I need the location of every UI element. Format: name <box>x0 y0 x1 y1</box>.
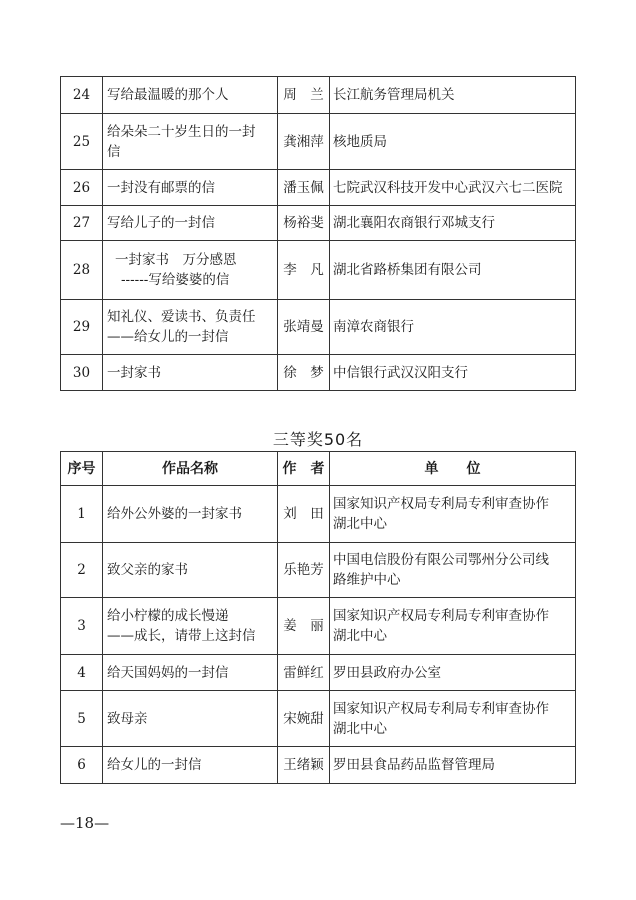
work-unit: 国家知识产权局专利局专利审查协作 湖北中心 <box>330 598 576 655</box>
author-name: 雷鲜红 <box>278 655 330 691</box>
table-row <box>61 77 576 114</box>
work-title: 致母亲 <box>103 691 278 747</box>
work-unit: 中信银行武汉汉阳支行 <box>330 355 576 391</box>
work-unit: 长江航务管理局机关 <box>330 77 576 114</box>
serial-number: 3 <box>61 598 103 655</box>
author-name: 张靖曼 <box>278 300 330 355</box>
serial-number: 29 <box>61 300 103 355</box>
header-unit: 单 位 <box>330 452 576 486</box>
work-title: 给朵朵二十岁生日的一封 信 <box>103 114 278 170</box>
author-name: 宋婉甜 <box>278 691 330 747</box>
work-title: 给天国妈妈的一封信 <box>103 655 278 691</box>
table-row <box>61 655 576 691</box>
work-title: 致父亲的家书 <box>103 543 278 598</box>
author-name: 潘玉佩 <box>278 170 330 206</box>
work-unit: 罗田县政府办公室 <box>330 655 576 691</box>
author-name: 姜 丽 <box>278 598 330 655</box>
table-row <box>61 543 576 598</box>
serial-number: 2 <box>61 543 103 598</box>
author-name: 周 兰 <box>278 77 330 114</box>
work-unit: 国家知识产权局专利局专利审查协作 湖北中心 <box>330 691 576 747</box>
work-unit: 湖北襄阳农商银行邓城支行 <box>330 206 576 241</box>
author-name: 刘 田 <box>278 486 330 543</box>
work-unit: 七院武汉科技开发中心武汉六七二医院 <box>330 170 576 206</box>
header-title: 作品名称 <box>103 452 278 486</box>
author-name: 乐艳芳 <box>278 543 330 598</box>
work-unit: 国家知识产权局专利局专利审查协作 湖北中心 <box>330 486 576 543</box>
serial-number: 25 <box>61 114 103 170</box>
third-prize-table <box>60 451 576 784</box>
serial-number: 24 <box>61 77 103 114</box>
work-title: 一封家书 <box>103 355 278 391</box>
header-author: 作 者 <box>278 452 330 486</box>
table-row <box>61 355 576 391</box>
author-name: 杨裕斐 <box>278 206 330 241</box>
serial-number: 30 <box>61 355 103 391</box>
serial-number: 5 <box>61 691 103 747</box>
work-title: 写给最温暖的那个人 <box>103 77 278 114</box>
table-row <box>61 300 576 355</box>
author-name: 龚湘萍 <box>278 114 330 170</box>
work-title: 给小柠檬的成长慢递 ——成长，请带上这封信 <box>103 598 278 655</box>
table-row <box>61 747 576 784</box>
work-title: 一封家书 万分感恩 ------写给婆婆的信 <box>103 241 278 300</box>
work-title: 写给儿子的一封信 <box>103 206 278 241</box>
table-row <box>61 486 576 543</box>
work-unit: 湖北省路桥集团有限公司 <box>330 241 576 300</box>
table-row <box>61 170 576 206</box>
work-unit: 核地质局 <box>330 114 576 170</box>
section-title: 三等奖50名 <box>272 430 364 449</box>
page-number: —18— <box>60 814 110 832</box>
serial-number: 4 <box>61 655 103 691</box>
work-title: 给外公外婆的一封家书 <box>103 486 278 543</box>
work-title: 给女儿的一封信 <box>103 747 278 784</box>
work-title: 一封没有邮票的信 <box>103 170 278 206</box>
work-unit: 罗田县食品药品监督管理局 <box>330 747 576 784</box>
serial-number: 6 <box>61 747 103 784</box>
author-name: 李 凡 <box>278 241 330 300</box>
header-serial: 序号 <box>61 452 103 486</box>
table-row <box>61 206 576 241</box>
serial-number: 1 <box>61 486 103 543</box>
award-table-continued <box>60 76 576 391</box>
work-unit: 中国电信股份有限公司鄂州分公司线 路维护中心 <box>330 543 576 598</box>
work-title: 知礼仪、爱读书、负责任 ——给女儿的一封信 <box>103 300 278 355</box>
table-row <box>61 598 576 655</box>
table-row <box>61 114 576 170</box>
table-header-row <box>61 452 576 486</box>
author-name: 王绪颖 <box>278 747 330 784</box>
table-row <box>61 691 576 747</box>
work-unit: 南漳农商银行 <box>330 300 576 355</box>
serial-number: 28 <box>61 241 103 300</box>
serial-number: 27 <box>61 206 103 241</box>
serial-number: 26 <box>61 170 103 206</box>
table-row <box>61 241 576 300</box>
author-name: 徐 梦 <box>278 355 330 391</box>
